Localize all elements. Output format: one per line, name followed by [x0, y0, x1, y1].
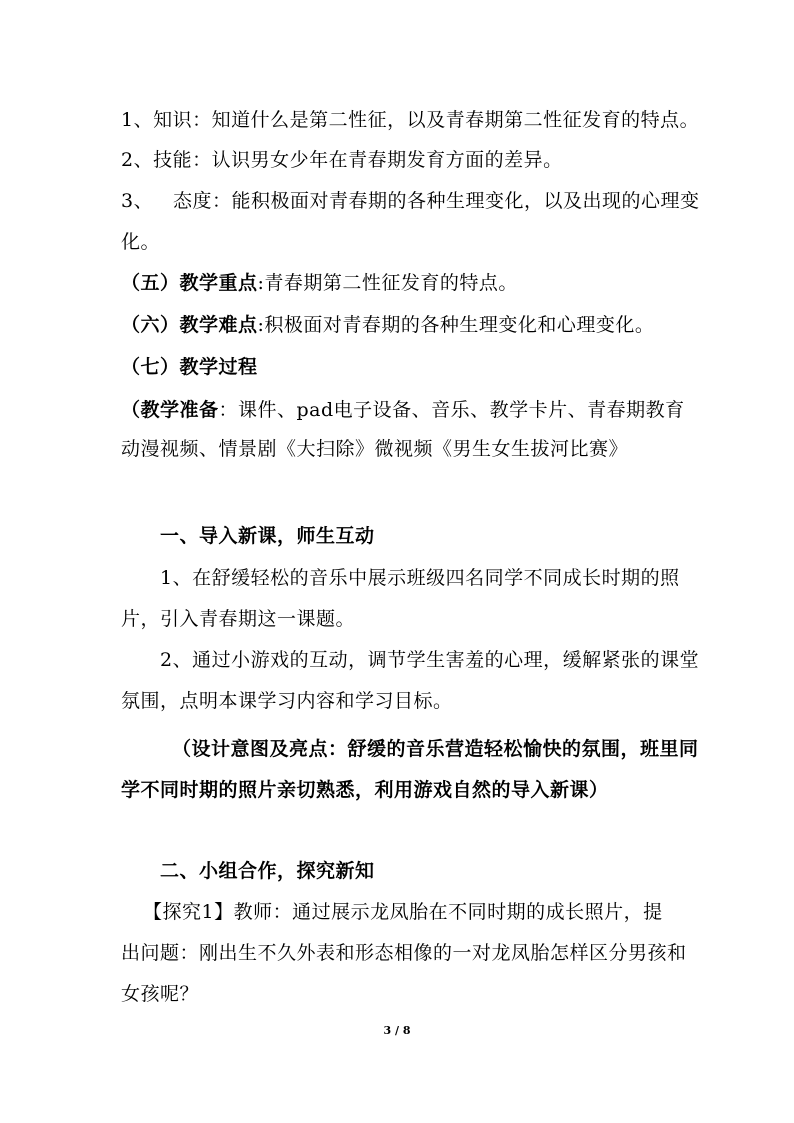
section1-design-line2: 学不同时期的照片亲切熟悉，利用游戏自然的导入新课）: [121, 779, 609, 801]
section1-p1-line2: 片，引入青春期这一课题。: [121, 608, 356, 630]
preparation-label: （教学准备: [121, 399, 219, 421]
section1-p2-line1: 2、通过小游戏的互动，调节学生害羞的心理，缓解紧张的课堂: [160, 649, 700, 671]
key-point-label: （五）教学重点: [121, 272, 258, 294]
objective-skill: 2、技能：认识男女少年在青春期发育方面的差异。: [121, 149, 563, 171]
section1-p2-line2: 氛围，点明本课学习内容和学习目标。: [121, 690, 453, 712]
page-number: 3 / 8: [383, 1024, 411, 1037]
process-heading: （七）教学过程: [121, 356, 258, 378]
section2-explore-line3: 女孩呢？: [121, 983, 200, 1005]
section1-p1-line1: 1、在舒缓轻松的音乐中展示班级四名同学不同成长时期的照: [160, 567, 680, 589]
preparation-line2: 动漫视频、情景剧《大扫除》微视频《男生女生拔河比赛》: [121, 438, 629, 460]
section2-explore-line1: 【探究1】教师：通过展示龙凤胎在不同时期的成长照片，提: [143, 901, 663, 923]
objective-attitude-continued: 化。: [121, 231, 161, 253]
objective-attitude-number: 3、: [121, 190, 154, 212]
difficulty-label: （六）教学难点: [121, 314, 258, 336]
section2-heading: 二、小组合作，探究新知: [160, 860, 375, 882]
preparation-line1: [121, 398, 685, 422]
objective-knowledge: 1、知识：知道什么是第二性征，以及青春期第二性征发育的特点。: [121, 109, 700, 131]
objective-attitude-text: 态度：能积极面对青春期的各种生理变化，以及出现的心理变: [173, 190, 700, 212]
preparation-text: ：课件、pad电子设备、音乐、教学卡片、青春期教育: [218, 399, 685, 421]
section2-explore-line2: 出问题：刚出生不久外表和形态相像的一对龙凤胎怎样区分男孩和: [121, 942, 687, 964]
section1-heading: 一、导入新课，师生互动: [160, 525, 375, 547]
section1-design-line1: （设计意图及亮点：舒缓的音乐营造轻松愉快的氛围，班里同: [172, 738, 699, 760]
key-point-text: :青春期第二性征发育的特点。: [257, 272, 518, 294]
key-point: [121, 271, 681, 295]
difficulty-text: :积极面对青春期的各种生理变化和心理变化。: [257, 314, 655, 336]
objective-attitude: [121, 189, 700, 213]
difficulty: [121, 313, 681, 337]
